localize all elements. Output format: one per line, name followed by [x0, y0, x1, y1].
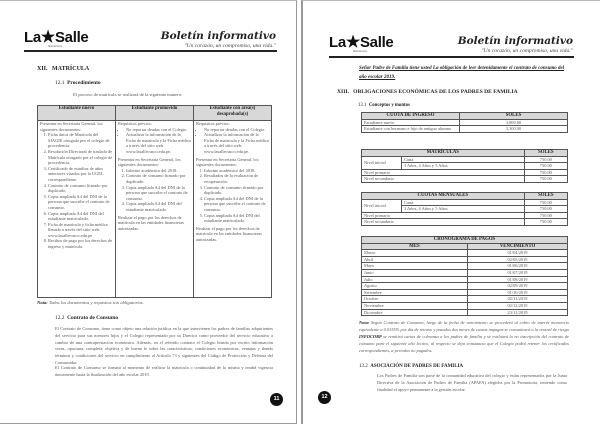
list-item: • Actualizar la información de la Ficha de matrícula y la Ficha médica a través del sitio web: www.lasallecusco.edu.pe.: [204, 132, 269, 154]
list-item: • Actualizar la información de la Ficha de matrícula y la Ficha médica a través del sitio web: www.lasallecusco.edu.pe.: [126, 132, 191, 154]
star-icon: ★: [345, 34, 360, 51]
table-row: Diciembre 23/12/2019: [362, 309, 568, 316]
promoted-student-cell: Requisitos previos: • No reportar deudas con el Colegio. • Actualizar la información de la Ficha de matrícula y la Ficha médica a través del sitio web: www.lasallecusco.edu.pe. Presentar en Secretaría General, los siguientes documentos: 1. Informe académico del 2018. 2. Contrato de consumo firmado por duplicado. 3. Copia ampliada A4 del DNI de la persona que suscribe el contrato de consumo. 4. Copia ampliada A4 del DNI del estudiante matriculado. Realizar el pago por los derechos de matrícula en las entidades financieras autorizadas.: [116, 121, 194, 298]
payment-note: Nota: Según Contrato de Consumo, luego de la fecha de vencimiento se procederá al cobro de interés moratorio equivalente a 0.0155% por día de retraso y pasados dos meses de cuotas impagas se comunicará a la central de riesgo INFOCORP se remitirá cartas de cobranza a los padres de familia y se evaluará la no inscripción del contrato de consumo para el siguiente año lectivo, al respecto se deja constancia que el Colegio podrá retener los certificados correspondientes, a periodos no pagados.: [359, 320, 569, 353]
list-item: 7. Ficha de matrícula y ficha médica llenada a través del sitio web: www.lasallecusco.edu.pe: [48, 222, 113, 239]
notice-text: Señor Padre de Familia tiene usted La obligación de leer detenidamente el contrato de consumo del año escolar 2019.: [359, 66, 565, 80]
header-rule: [329, 56, 574, 58]
list-item: 2. Contrato de consumo firmado por duplicado.: [126, 173, 191, 184]
bulletin-title: Boletín informativo: [160, 30, 276, 42]
enrollment-fee-table: MATRÍCULAS SOLES Nivel inicial Cuna 750.00 3 Años, 4 Años y 5 Años 750.00 Nivel primario 750.00 Nivel secundario 750.00: [361, 149, 568, 183]
list-item: 6. Copia ampliada A4 del DNI del estudiante matriculado.: [48, 211, 113, 222]
intro-text: El proceso de matrícula se realizará de la siguiente manera:: [73, 92, 183, 97]
table-row: Nivel primario 750.00: [362, 212, 568, 219]
table-row: Nivel secundario 750.00: [362, 219, 568, 226]
entry-fee-table: CUOTA DE INGRESO SOLES Estudiante nuevo 3,800.00 Estudiante con hermano e hijo de antiguo alumno 3,300.00: [361, 112, 568, 133]
list-item: 5. Copia ampliada A4 del DNI de la persona que suscribe el contrato de consumo.: [48, 194, 113, 211]
table-row: Marzo 01/04/2019: [362, 250, 568, 257]
list-item: • No reportar deudas con el Colegio.: [126, 127, 191, 133]
table-row: Estudiante con hermano e hijo de antiguo alumno 3,300.00: [362, 126, 568, 133]
list-item: 2. Resultados de la evaluación de recuperación.: [204, 173, 269, 184]
list-item: 8. Recibos de pago por los derechos de ingreso y matrícula.: [48, 238, 113, 249]
list-item: 3. Contrato de consumo firmado por duplicado.: [204, 185, 269, 196]
table-row: Nivel primario 750.00: [362, 169, 568, 176]
star-icon: ★: [40, 29, 55, 46]
table-row: Noviembre 02/12/2019: [362, 302, 568, 309]
table-row: Mayo 01/06/2019: [362, 263, 568, 270]
paragraph: Los Padres de Familia son parte de la comunidad educativa del colegio y están representados por la Junta Directiva de la Asociación de Padres de Familia (APAFA) elegidos por la Promotoría, teniendo como finalidad el apoyo permanente a la gestión escolar.: [377, 373, 567, 392]
col-header: Estudiante con área(s) desaprobada(s): [194, 106, 272, 121]
header-rule: [24, 50, 277, 52]
new-student-cell: Presentar en Secretaría General, los siguientes documentos: 1. Ficha única de Matrícula del SIAGIE otorgado por el colegio de procedencia. 2. Resolución Directoral de traslado de Matrícula otorgado por el colegio de procedencia. 3. Certificado de estudios de años anteriores visados por la UGEL correspondiente. 4. Contrato de consumo firmado por duplicado. 5. Copia ampliada A4 del DNI de la persona que suscribe el contrato de consumo. 6. Copia ampliada A4 del DNI del estudiante matriculado. 7. Ficha de matrícula y ficha médica llenada a través del sitio web: www.lasallecusco.edu.pe 8. Recibos de pago por los derechos de ingreso y matrícula.: [38, 121, 116, 298]
table-row: Setiembre 01/10/2019: [362, 289, 568, 296]
table-row: Nivel secundario 750.00: [362, 176, 568, 183]
list-item: 1. Informe académico del 2018.: [126, 168, 191, 174]
list-item: 1. Informe académico del 2018.: [204, 168, 269, 174]
bulletin-subtitle: "Un corazón, un compromiso, una vida.": [184, 43, 276, 49]
lasalle-logo: La★Salle Sin temor nunca: [24, 29, 89, 48]
lasalle-logo: La★Salle Sin temor nunca: [329, 34, 394, 53]
paragraph: El Contrato de Consumo se firmará al momento de realizar la matrícula o continuidad de la misma y tendrá vigencia únicamente hasta la finalización del año escolar 2019.: [55, 365, 273, 377]
table-row: Agosto 02/09/2019: [362, 283, 568, 290]
bulletin-title: Boletín informativo: [457, 35, 573, 47]
col-header: Estudiante nuevo: [38, 106, 116, 121]
table-row: Abril 02/05/2019: [362, 256, 568, 263]
subsection-heading: 13.1 Conceptos y montos: [358, 103, 410, 108]
list-item: 1. Ficha única de Matrícula del SIAGIE otorgado por el colegio de procedencia.: [48, 132, 113, 149]
payment-schedule-table: CRONOGRAMA DE PAGOS MES VENCIMIENTO Marzo 01/04/2019 Abril 02/05/2019 Mayo 01/06/2019 Junio 01/07/2019 Julio 01/08/2019 Agosto 02/09/2019 Setiembre 01/10/2019 Octubre 02/11/2019 Noviembre 02/12/2019 Diciembre 23/12/2019: [361, 236, 568, 316]
table-row: Estudiante nuevo 3,800.00: [362, 119, 568, 126]
bulletin-subtitle: "Un corazón, un compromiso, una vida.": [481, 48, 573, 54]
section-heading: XIII. OBLIGACIONES ECONÓMICAS DE LOS PADRES DE FAMILIA: [337, 89, 518, 95]
list-item: 2. Resolución Directoral de traslado de Matrícula otorgado por el colegio de procedencia.: [48, 149, 113, 166]
table-row: Nivel inicial Cuna 750.00: [362, 156, 568, 163]
list-item: 3. Certificado de estudios de años anteriores visados por la UGEL correspondiente.: [48, 166, 113, 183]
paragraph: El Contrato de Consumo, tiene como objeto una relación jurídica en la que intervienen los padres de familias adquirientes del servicio para sus menores hijos y el Colegio representado por su Director como proveedor del servicio educativo a cambio de una contraprestación económica. Además, en el referido contrato el Colegio brinda por escrito información veraz, oportuna, completa, objetiva y de buena fe sobre las características, condiciones económicas, ventajas y demás términos y condiciones del servicio en cumplimiento al Artículo 73 y siguientes del Código de Protección y Defensa del Consumidor.: [55, 326, 273, 365]
table-row: Junio 01/07/2019: [362, 269, 568, 276]
monthly-fee-table: CUOTAS MENSUALES SOLES Nivel inicial Cuna 750.00 3 Años, 4 Años y 5 Años 750.00 Nivel primario 750.00 Nivel secundario 750.00: [361, 192, 568, 226]
list-item: 4. Contrato de consumo firmado por duplicado.: [48, 183, 113, 194]
page-number: 12: [318, 391, 331, 404]
list-item: • No reportar deudas con el Colegio.: [204, 127, 269, 133]
list-item: 4. Copia ampliada A4 del DNI del estudiante matriculado.: [126, 201, 191, 212]
page-number: 11: [270, 393, 283, 406]
subsection-heading: 13.2 ASOCIACIÓN DE PADRES DE FAMILIA: [359, 364, 464, 369]
col-header: Estudiante promovido: [116, 106, 194, 121]
subsection-heading: 12.1 Procedimiento: [55, 80, 101, 86]
list-item: 3. Copia ampliada A4 del DNI de la persona que suscribe el contrato de consumo.: [126, 185, 191, 202]
table-row: Nivel inicial Cuna 750.00: [362, 199, 568, 206]
list-item: 4. Copia ampliada A4 del DNI de la persona que suscribe el contrato de consumo.: [204, 196, 269, 213]
list-item: 5. Copia ampliada A4 del DNI del estudiante matriculado.: [204, 213, 269, 224]
enrollment-table: [37, 105, 272, 298]
table-row: 3 Años, 4 Años y 5 Años 750.00: [362, 163, 568, 170]
table-row: Julio 01/08/2019: [362, 276, 568, 283]
page-11: [0, 0, 297, 424]
table-row: 3 Años, 4 Años y 5 Años 750.00: [362, 206, 568, 213]
table-row: Octubre 02/11/2019: [362, 296, 568, 303]
page-12: [301, 0, 600, 424]
table-note: Nota: Todos los documentos y requisitos son obligatorios.: [37, 300, 144, 305]
subsection-heading: 12.2 Contrato de Consumo: [55, 315, 119, 321]
failed-student-cell: Requisitos previos: • No reportar deudas con el Colegio. • Actualizar la información de la Ficha de matrícula y la Ficha médica a través del sitio web: www.lasallecusco.edu.pe. Presentar en Secretaría General, los siguientes documentos: 1. Informe académico del 2018. 2. Resultados de la evaluación de recuperación. 3. Contrato de consumo firmado por duplicado. 4. Copia ampliada A4 del DNI de la persona que suscribe el contrato de consumo. 5. Copia ampliada A4 del DNI del estudiante matriculado. Realizar el pago por los derechos de matrícula en las entidades financieras autorizadas.: [194, 121, 272, 298]
section-heading: XII. MATRÍCULA: [37, 66, 90, 72]
